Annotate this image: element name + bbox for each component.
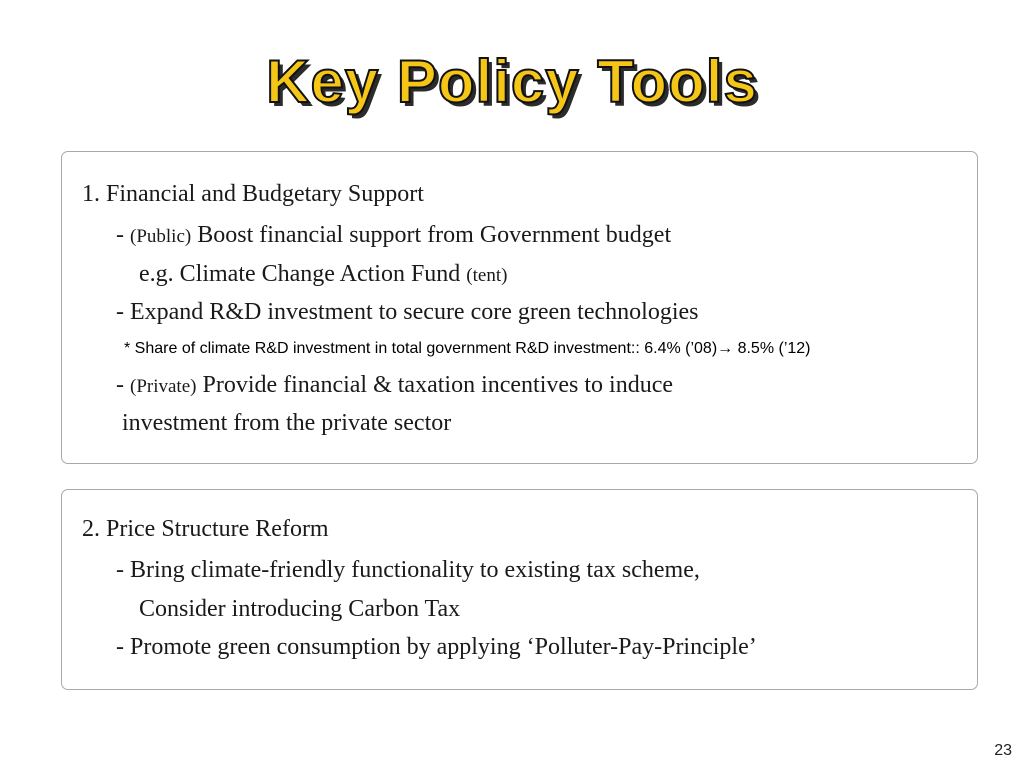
section-2-heading: 2. Price Structure Reform	[82, 516, 329, 542]
page-number: 23	[994, 742, 1012, 759]
public-support-item	[116, 223, 671, 247]
financial-support-panel	[61, 151, 978, 464]
example-text: e.g. Climate Change Action Fund	[139, 261, 467, 287]
tent-tag: (tent)	[466, 265, 508, 286]
private-incentive-item	[116, 373, 673, 397]
private-incentive-text: Provide financial & taxation incentives to induce	[196, 372, 674, 398]
public-tag: (Public)	[130, 226, 192, 247]
bullet-dash: -	[116, 222, 130, 248]
private-tag: (Private)	[130, 376, 197, 397]
section-1-heading: 1. Financial and Budgetary Support	[82, 181, 424, 207]
rd-share-note: * Share of climate R&D investment in total government R&D investment:: 6.4% (’08)→ 8.5% (’12)	[124, 340, 811, 357]
rd-investment-item: - Expand R&D investment to secure core green technologies	[116, 299, 699, 325]
tax-scheme-item: - Bring climate-friendly functionality to existing tax scheme,	[116, 557, 700, 583]
slide-title: Key Policy Tools	[266, 48, 758, 115]
bullet-dash: -	[116, 372, 130, 398]
price-reform-panel	[61, 489, 978, 690]
carbon-tax-continuation: Consider introducing Carbon Tax	[139, 596, 461, 622]
public-support-text: Boost financial support from Government budget	[191, 222, 672, 248]
private-incentive-continuation: investment from the private sector	[122, 410, 452, 436]
green-consumption-item: - Promote green consumption by applying ‘Polluter-Pay-Principle’	[116, 634, 757, 660]
example-item	[139, 262, 507, 286]
